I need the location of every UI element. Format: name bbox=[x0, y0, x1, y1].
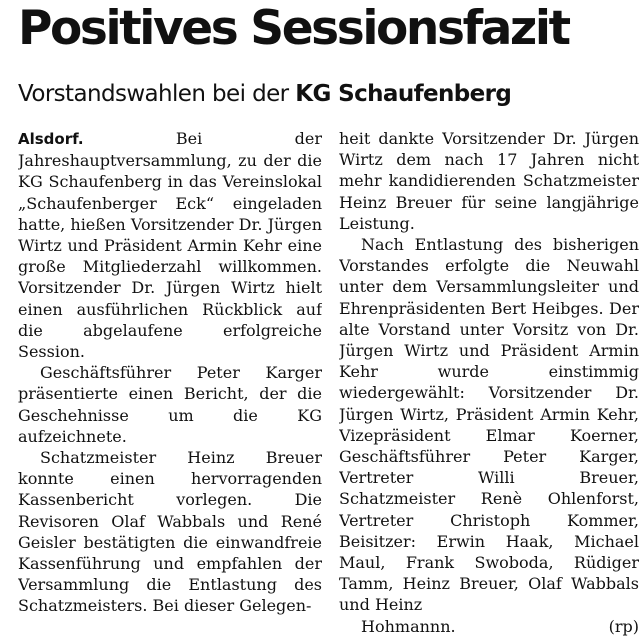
article-paragraph bbox=[18, 128, 322, 362]
article-paragraph: heit dankte Vorsitzender Dr. Jürgen Wirtz dem nach 17 Jahren nicht mehr kandidierenden Schatzmeister Heinz Breuer für seine langjährige Leistung. bbox=[339, 129, 639, 233]
article-column-right bbox=[339, 128, 639, 637]
dateline: Alsdorf. bbox=[18, 130, 84, 148]
headline: Positives Sessionsfazit bbox=[18, 1, 569, 56]
subheadline bbox=[18, 78, 511, 110]
paragraph-text: Bei der Jahreshauptversammlung, zu der die KG Schaufenberg in das Vereinslokal „Schaufenberger Eck“ eingeladen hatte, hießen Vorsitzender Dr. Jürgen Wirtz und Präsident Armin Kehr eine große Mitgliederzahl willkommen. Vorsitzender Dr. Jürgen Wirtz hielt einen ausführlichen Rückblick auf die abgelaufene erfolgreiche Session. bbox=[18, 129, 322, 362]
subheadline-text: Vorstandswahlen bei der bbox=[18, 81, 296, 107]
closing-text: Hohmannn. bbox=[361, 616, 456, 636]
article-paragraph: Nach Entlastung des bisherigen Vorstandes erfolgte die Neuwahl unter dem Versammlungsleiter und Ehrenpräsidenten Bert Heibges. Der alte Vorstand unter Vorsitz von Dr. Jürgen Wirtz und Präsident Armin Kehr wurde einstimmig wiedergewählt: Vorsitzender Dr. Jürgen Wirtz, Präsident Armin Kehr, Vizepräsident Elmar Koerner, Geschäftsführer Peter Karger, Vertreter Willi Breuer, Schatzmeister Renè Ohlenforst, Vertreter Christoph Kommer, Beisitzer: Erwin Haak, Michael Maul, Frank Swoboda, Rüdiger Tamm, Heinz Breuer, Olaf Wabbals und Heinz bbox=[339, 235, 639, 615]
article-column-left bbox=[18, 128, 322, 617]
author-signature: (rp) bbox=[608, 616, 639, 636]
article-paragraph: Schatzmeister Heinz Breuer konnte einen hervorragenden Kassenbericht vorlegen. Die Revisoren Olaf Wabbals und René Geisler bestätigten die einwandfreie Kassenführung und empfahlen der Versammlung die Entlastung des Schatzmeisters. Bei dieser Gelegen- bbox=[18, 448, 322, 616]
article-paragraph: Geschäftsführer Peter Karger präsentierte einen Bericht, der die Geschehnisse um die KG aufzeichnete. bbox=[18, 363, 322, 446]
subheadline-org-name: KG Schaufenberg bbox=[295, 81, 512, 107]
